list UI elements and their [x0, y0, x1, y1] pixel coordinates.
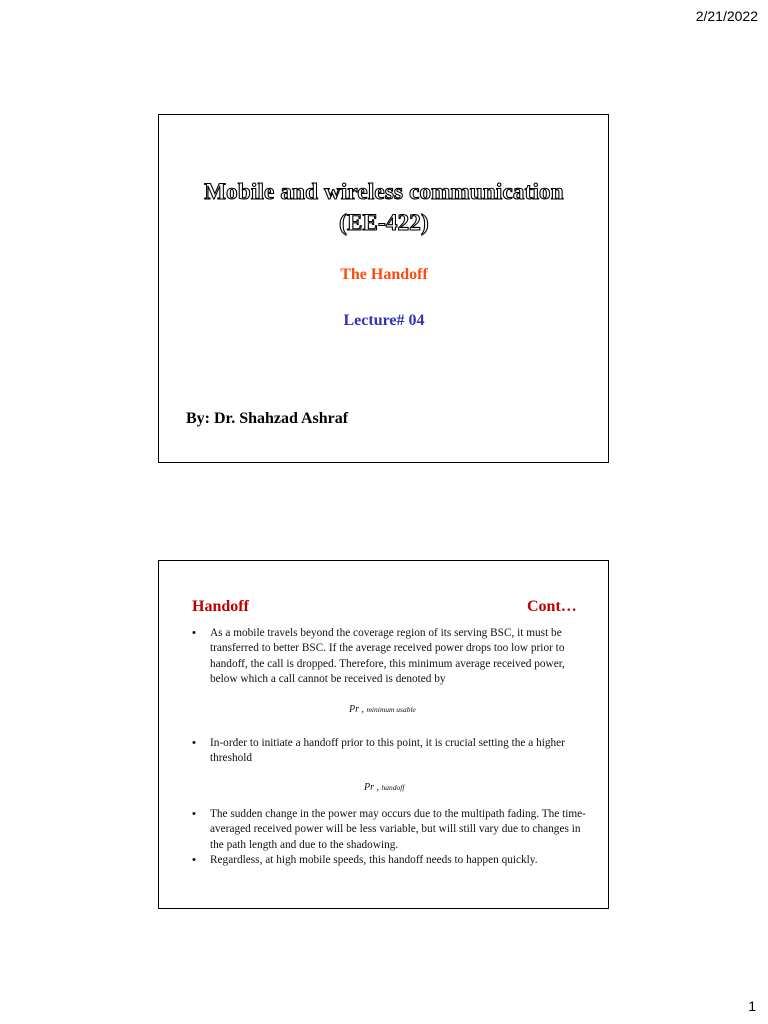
slide-2-heading: Handoff [192, 598, 249, 615]
bullet-item [192, 736, 587, 767]
bullet-item [192, 853, 587, 868]
formula-subscript: handoff [381, 783, 405, 792]
formula-main: Pr , [349, 704, 364, 715]
bullet-text: As a mobile travels beyond the coverage region of its serving BSC, it must be transferred to better BSC. If the average received power drops too low prior to handoff, the call is dropped. Therefore, this minimum average received power, below which a call cannot be received is denoted by [210, 627, 565, 686]
bullet-icon: • [192, 627, 196, 639]
formula-subscript: minimum usable [366, 705, 416, 714]
bullet-item [192, 626, 587, 688]
page-number: 1 [748, 998, 756, 1014]
bullet-text: In-order to initiate a handoff prior to this point, it is crucial setting the a higher threshold [210, 737, 565, 765]
page-date: 2/21/2022 [695, 8, 758, 24]
bullet-icon: • [192, 854, 196, 866]
formula-handoff [364, 782, 404, 793]
title-line-1: Mobile and wireless communication [204, 179, 564, 204]
bullet-icon: • [192, 808, 196, 820]
formula-main: Pr , [364, 782, 379, 793]
bullet-text: The sudden change in the power may occurs due to the multipath fading. The time-averaged received power will be less variable, but will still vary due to changes in the path length and due to the shadowing. [210, 808, 586, 851]
lecture-number: Lecture# 04 [343, 312, 425, 329]
formula-minimum-usable [349, 704, 416, 715]
slide-1-title [0, 176, 768, 238]
title-line-2: (EE-422) [339, 210, 429, 235]
bullet-text: Regardless, at high mobile speeds, this handoff needs to happen quickly. [210, 854, 538, 866]
slide-1-subtitle: The Handoff [340, 266, 428, 283]
bullet-icon: • [192, 737, 196, 749]
slide-2-cont-label: Cont… [527, 598, 577, 615]
bullet-item [192, 807, 587, 853]
author-line: By: Dr. Shahzad Ashraf [186, 410, 349, 427]
